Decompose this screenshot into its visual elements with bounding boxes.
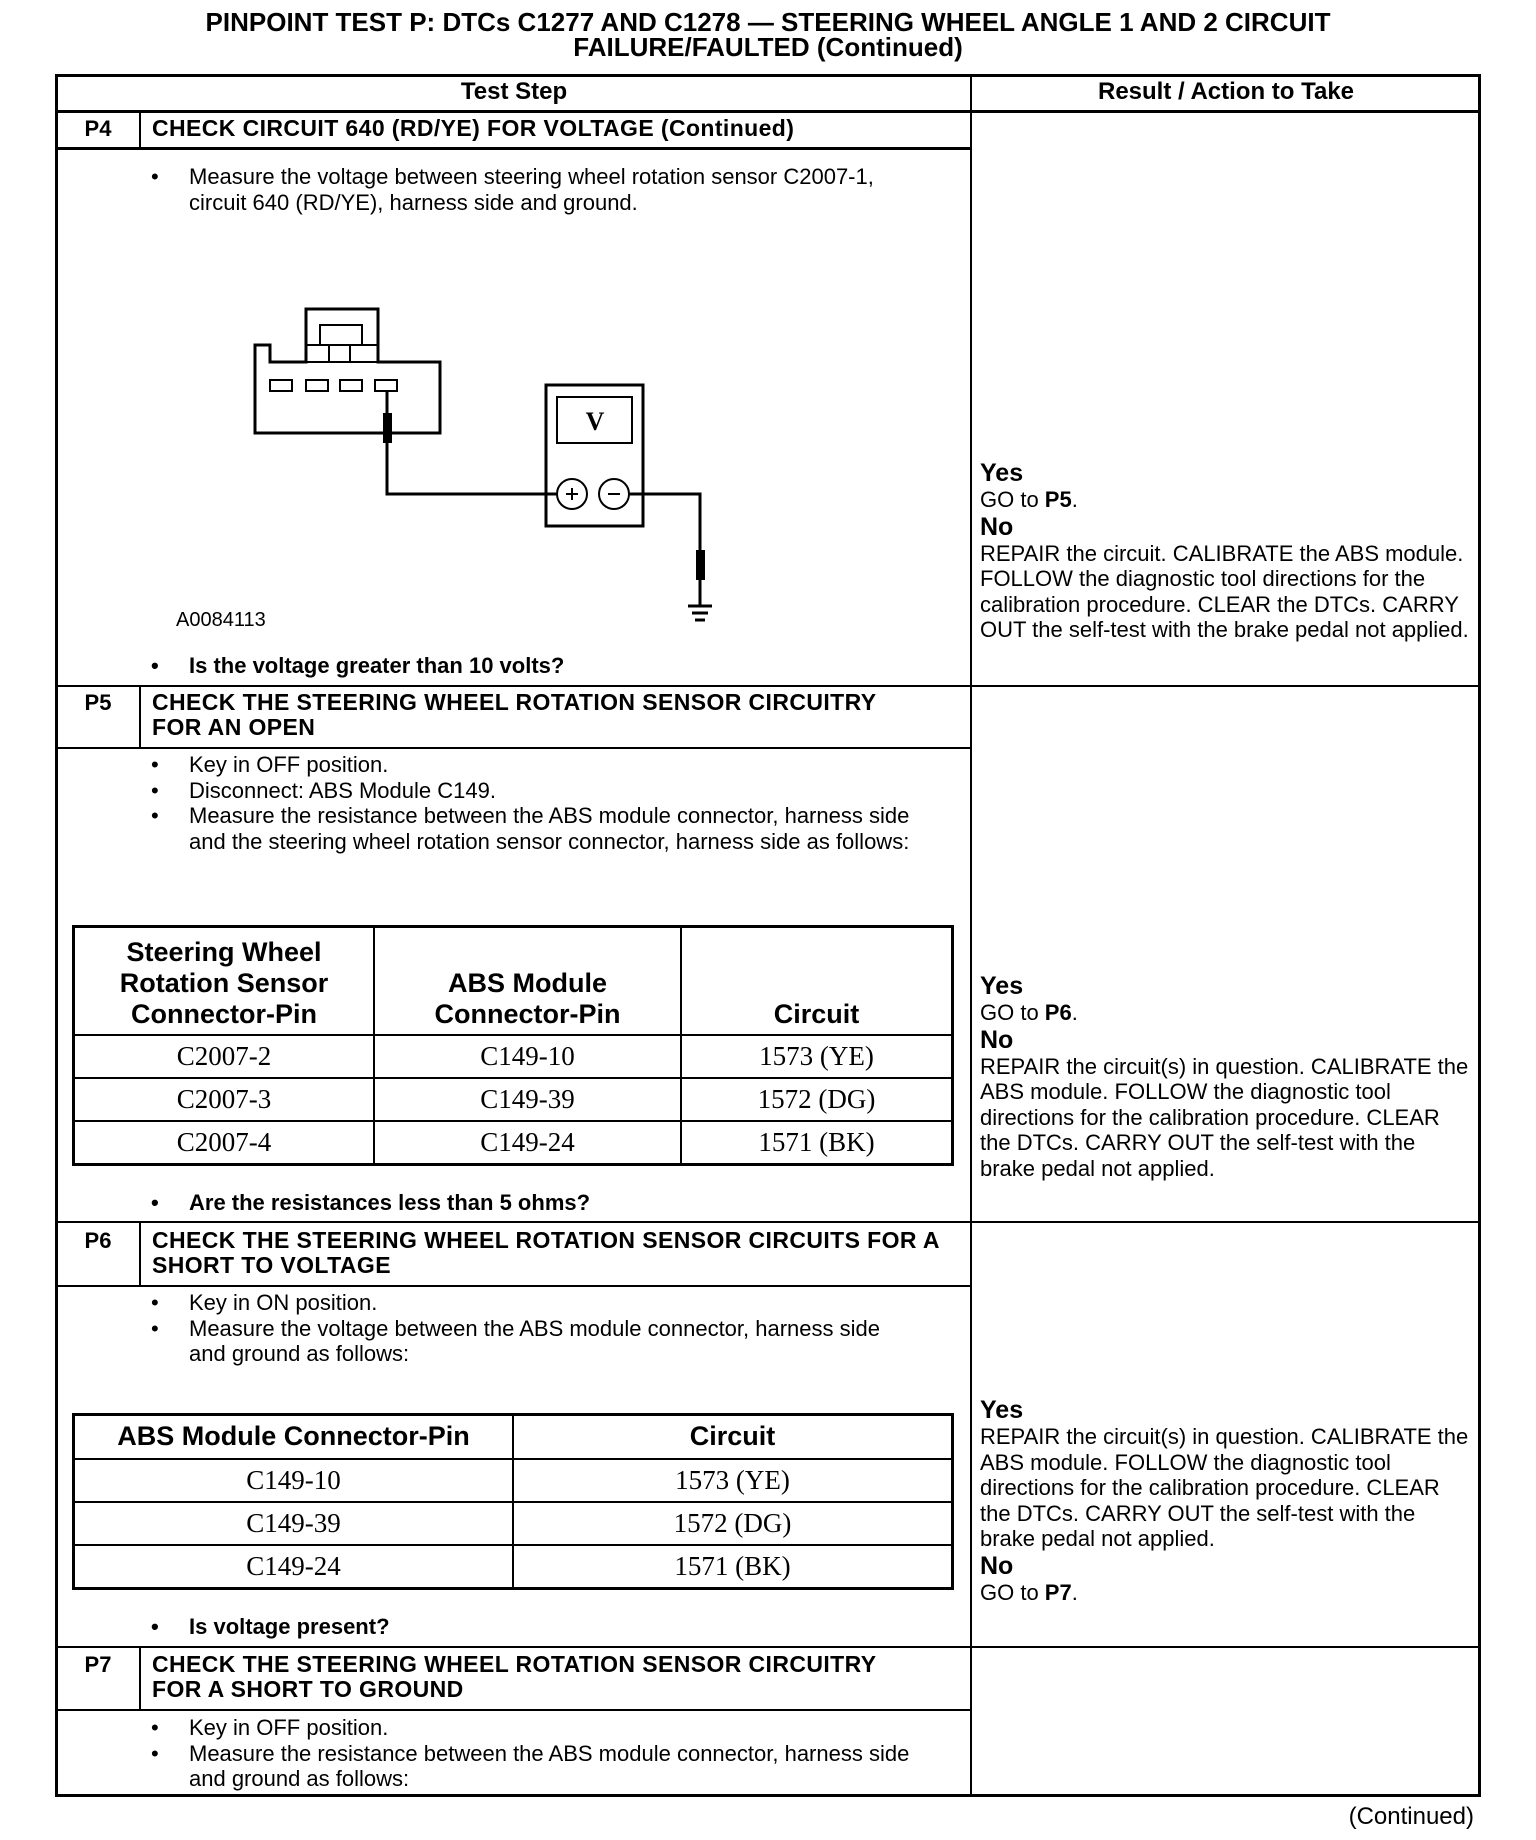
yes-action: REPAIR the circuit(s) in question. CALIBRATE the ABS module. FOLLOW the diagnostic tool directions for the calibration procedure. CLEAR the DTCs. CARRY OUT the self-test with the brake pedal not applied. bbox=[980, 1424, 1469, 1551]
divider bbox=[139, 1647, 141, 1710]
table-row bbox=[74, 1035, 953, 1078]
divider bbox=[55, 747, 971, 749]
punct: . bbox=[1071, 1000, 1078, 1025]
probe-icon bbox=[696, 550, 705, 580]
yes-action bbox=[980, 1000, 1470, 1026]
cell: C2007-4 bbox=[74, 1121, 375, 1165]
table-row bbox=[74, 1078, 953, 1121]
question: • Are the resistances less than 5 ohms? bbox=[151, 1190, 911, 1216]
meter-label: V bbox=[585, 407, 605, 436]
step-link[interactable]: P6 bbox=[1044, 1000, 1072, 1025]
cell: 1571 (BK) bbox=[681, 1121, 953, 1165]
divider bbox=[139, 1222, 141, 1286]
header-divider bbox=[55, 110, 1481, 113]
instruction: • Measure the resistance between the ABS module connector, harness side and ground as follows: bbox=[151, 1741, 911, 1792]
table-row bbox=[74, 1545, 953, 1589]
cell: 1573 (YE) bbox=[513, 1459, 953, 1502]
divider bbox=[55, 685, 1481, 687]
figure-id: A0084113 bbox=[176, 609, 266, 631]
yes-text: GO to bbox=[980, 1000, 1045, 1025]
cell: C149-10 bbox=[74, 1459, 514, 1502]
result-p5 bbox=[980, 972, 1470, 1181]
instruction: • Key in ON position. bbox=[151, 1290, 911, 1316]
yes-text: GO to bbox=[980, 487, 1045, 512]
title-line-2: FAILURE/FAULTED (Continued) bbox=[573, 32, 963, 62]
yes-label: Yes bbox=[980, 459, 1024, 487]
step-instructions bbox=[151, 1715, 911, 1792]
cell: C149-39 bbox=[74, 1502, 514, 1545]
step-number: P4 bbox=[84, 116, 112, 141]
instruction: • Measure the resistance between the ABS module connector, harness side and the steering wheel rotation sensor connector, harness side as follows: bbox=[151, 803, 911, 854]
table-row bbox=[74, 1502, 953, 1545]
cell: C149-10 bbox=[374, 1035, 681, 1078]
yes-action bbox=[980, 487, 1470, 513]
cell: C2007-3 bbox=[74, 1078, 375, 1121]
cell: C149-39 bbox=[374, 1078, 681, 1121]
column-header-result: Result / Action to Take bbox=[1097, 78, 1355, 105]
result-p4 bbox=[980, 459, 1470, 643]
question: • Is voltage present? bbox=[151, 1614, 911, 1640]
table-row bbox=[74, 1459, 953, 1502]
table-row bbox=[74, 1121, 953, 1165]
column-header: Circuit bbox=[681, 927, 953, 1035]
cell: C149-24 bbox=[374, 1121, 681, 1165]
continued-label: (Continued) bbox=[1348, 1803, 1474, 1830]
no-action: REPAIR the circuit(s) in question. CALIBRATE the ABS module. FOLLOW the diagnostic tool directions for the calibration procedure. CLEAR the DTCs. CARRY OUT the self-test with the brake pedal not applied. bbox=[980, 1053, 1469, 1181]
test-leads bbox=[387, 391, 700, 605]
column-header: ABS Module Connector-Pin bbox=[374, 927, 681, 1035]
probe-icon bbox=[383, 413, 392, 443]
ground-icon bbox=[688, 606, 712, 620]
cell: C149-24 bbox=[74, 1545, 514, 1589]
divider bbox=[55, 1285, 971, 1287]
step-link[interactable]: P7 bbox=[1044, 1579, 1072, 1605]
yes-label: Yes bbox=[980, 1396, 1024, 1424]
step-heading: CHECK THE STEERING WHEEL ROTATION SENSOR CIRCUITS FOR A SHORT TO VOLTAGE bbox=[152, 1227, 939, 1278]
step-heading: CHECK CIRCUIT 640 (RD/YE) FOR VOLTAGE (Continued) bbox=[152, 115, 795, 141]
divider bbox=[55, 1221, 1481, 1223]
page-title bbox=[0, 7, 1536, 62]
column-header: Circuit bbox=[513, 1415, 953, 1459]
divider bbox=[55, 1646, 1481, 1648]
yes-label: Yes bbox=[980, 972, 1024, 1000]
instruction: • Measure the voltage between steering wheel rotation sensor C2007-1, circuit 640 (RD/YE), harness side and ground. bbox=[151, 164, 911, 215]
instruction: • Measure the voltage between the ABS module connector, harness side and ground as follows: bbox=[151, 1316, 911, 1367]
step-number: P6 bbox=[84, 1228, 112, 1253]
cell: 1572 (DG) bbox=[681, 1078, 953, 1121]
column-header: Steering Wheel Rotation Sensor Connector-Pin bbox=[74, 927, 375, 1035]
divider bbox=[55, 147, 971, 150]
voltmeter-connection-diagram bbox=[250, 300, 760, 630]
resistance-table bbox=[72, 925, 954, 1166]
cell: 1571 (BK) bbox=[513, 1545, 953, 1589]
step-heading: CHECK THE STEERING WHEEL ROTATION SENSOR CIRCUITRY FOR A SHORT TO GROUND bbox=[152, 1651, 877, 1702]
step-question bbox=[151, 1614, 911, 1640]
step-link[interactable]: P5 bbox=[1044, 487, 1072, 512]
cell: 1572 (DG) bbox=[513, 1502, 953, 1545]
column-divider bbox=[970, 74, 972, 1797]
divider bbox=[55, 1709, 971, 1711]
step-instructions bbox=[151, 164, 911, 215]
connector-icon bbox=[255, 309, 440, 433]
instruction: • Disconnect: ABS Module C149. bbox=[151, 778, 911, 804]
result-p6 bbox=[980, 1396, 1470, 1605]
cell: 1573 (YE) bbox=[681, 1035, 953, 1078]
no-action: REPAIR the circuit. CALIBRATE the ABS module. FOLLOW the diagnostic tool directions for the calibration procedure. CLEAR the DTCs. CARRY OUT the self-test with the brake pedal not applied. bbox=[980, 540, 1469, 642]
step-question bbox=[151, 653, 911, 679]
instruction: • Key in OFF position. bbox=[151, 752, 911, 778]
column-header-test-step: Test Step bbox=[460, 78, 568, 105]
step-number: P5 bbox=[84, 690, 112, 715]
step-number: P7 bbox=[84, 1652, 112, 1677]
step-instructions bbox=[151, 752, 911, 854]
cell: C2007-2 bbox=[74, 1035, 375, 1078]
no-action bbox=[980, 1580, 1470, 1606]
question: • Is the voltage greater than 10 volts? bbox=[151, 653, 911, 679]
step-instructions bbox=[151, 1290, 911, 1367]
voltage-table bbox=[72, 1413, 954, 1590]
step-heading: CHECK THE STEERING WHEEL ROTATION SENSOR CIRCUITRY FOR AN OPEN bbox=[152, 689, 877, 740]
no-label: No bbox=[980, 512, 1014, 541]
punct: . bbox=[1071, 1579, 1078, 1605]
divider bbox=[139, 686, 141, 748]
no-label: No bbox=[980, 1551, 1014, 1580]
divider bbox=[139, 111, 141, 148]
no-label: No bbox=[980, 1025, 1014, 1054]
column-header: ABS Module Connector-Pin bbox=[74, 1415, 514, 1459]
punct: . bbox=[1071, 487, 1078, 512]
title-line-1: PINPOINT TEST P: DTCs C1277 AND C1278 — STEERING WHEEL ANGLE 1 AND 2 CIRCUIT bbox=[205, 7, 1331, 37]
instruction: • Key in OFF position. bbox=[151, 1715, 911, 1741]
step-question bbox=[151, 1190, 911, 1216]
no-text: GO to bbox=[980, 1579, 1045, 1605]
